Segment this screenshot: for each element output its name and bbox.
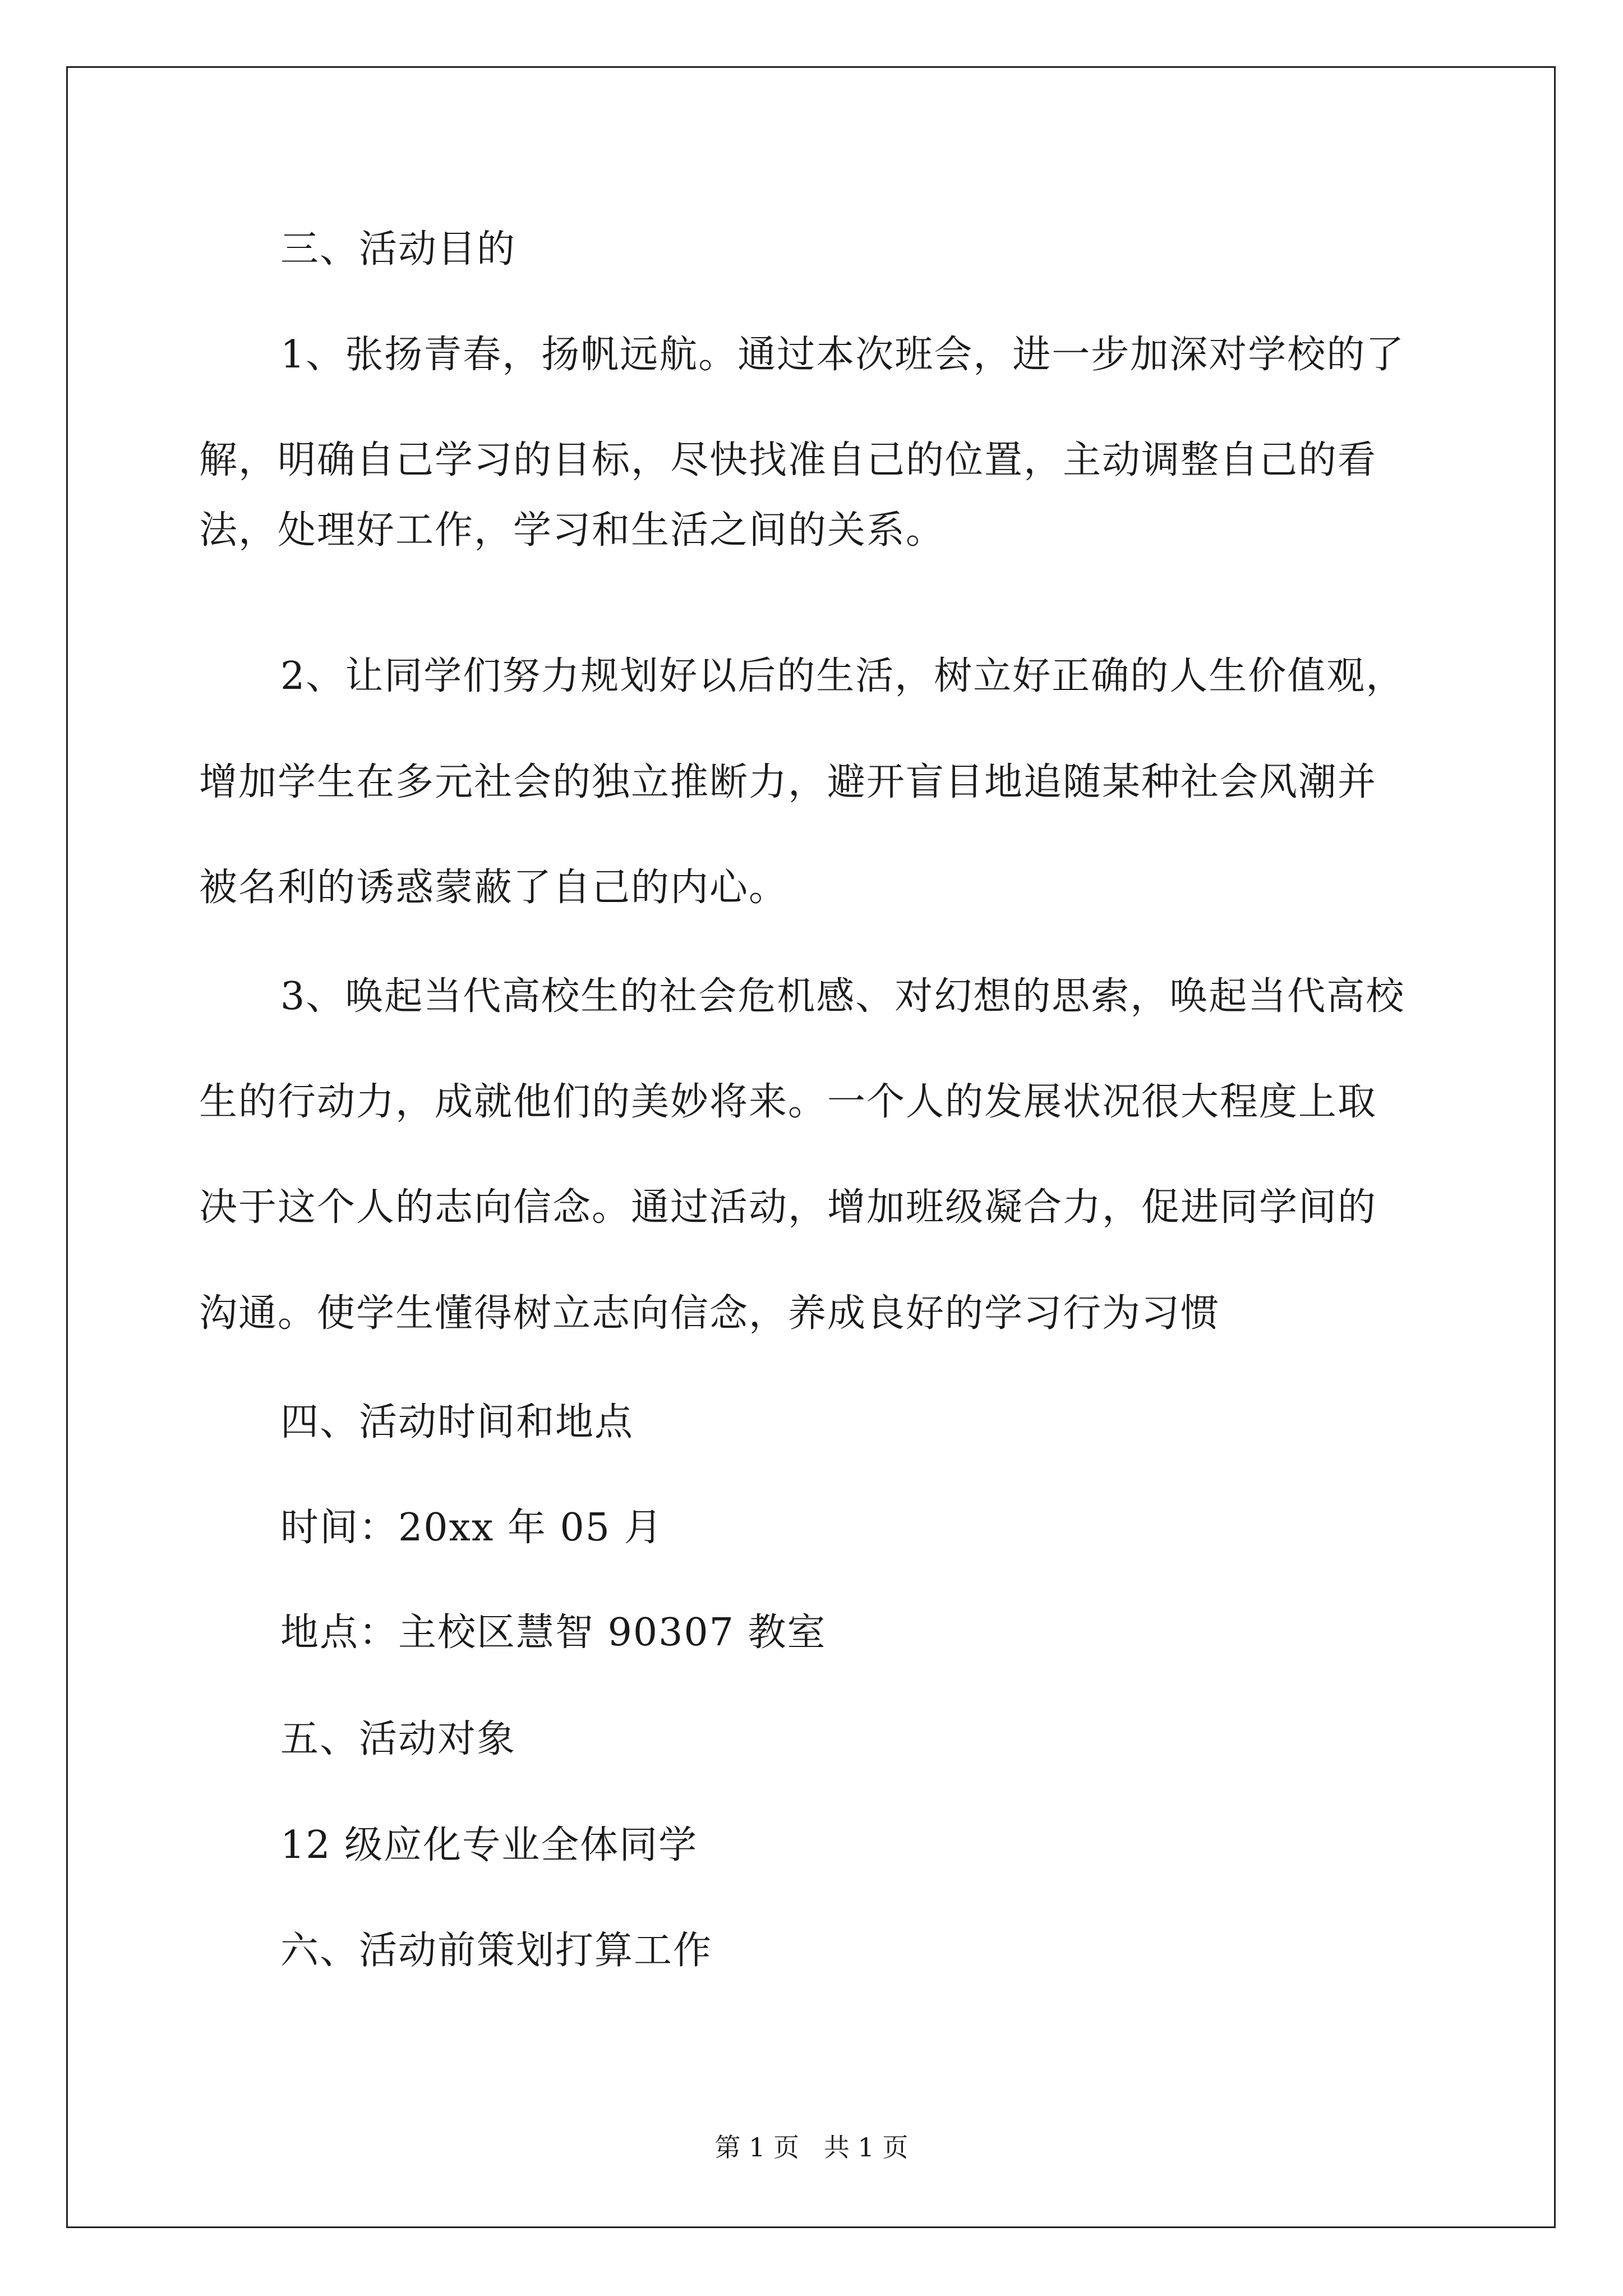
paragraph-line: 法，处理好工作，学习和生活之间的关系。 (199, 508, 946, 553)
heading-activity-target: 五、活动对象 (280, 1717, 517, 1761)
paragraph-line: 被名利的诱惑蒙蔽了自己的内心。 (199, 866, 789, 910)
heading-preparation: 六、活动前策划打算工作 (280, 1929, 713, 1973)
paragraph-line: 生的行动力，成就他们的美妙将来。一个人的发展状况很大程度上取 (199, 1080, 1377, 1124)
paragraph-line: 增加学生在多元社会的独立推断力，避开盲目地追随某种社会风潮并 (199, 760, 1377, 804)
page-footer: 第 1 页 共 1 页 (714, 2132, 909, 2162)
heading-time-and-place: 四、活动时间和地点 (280, 1400, 634, 1444)
paragraph-line: 3、唤起当代高校生的社会危机感、对幻想的思索，唤起当代高校 (280, 974, 1405, 1019)
place-line: 地点：主校区慧智 90307 教室 (280, 1611, 827, 1655)
page-border (66, 66, 1556, 2228)
paragraph-line: 决于这个人的志向信念。通过活动，增加班级凝合力，促进同学间的 (199, 1185, 1377, 1230)
paragraph-line: 1、张扬青春，扬帆远航。通过本次班会，进一步加深对学校的了 (280, 333, 1405, 377)
paragraph-line: 沟通。使学生懂得树立志向信念，养成良好的学习行为习惯 (199, 1291, 1220, 1336)
paragraph-line: 解，明确自己学习的目标，尽快找准自己的位置，主动调整自己的看 (199, 438, 1377, 482)
paragraph-line: 2、让同学们努力规划好以后的生活，树立好正确的人生价值观， (280, 654, 1405, 698)
time-line: 时间：20xx 年 05 月 (280, 1506, 663, 1550)
target-line: 12 级应化专业全体同学 (280, 1823, 698, 1867)
heading-activity-purpose: 三、活动目的 (280, 227, 517, 272)
